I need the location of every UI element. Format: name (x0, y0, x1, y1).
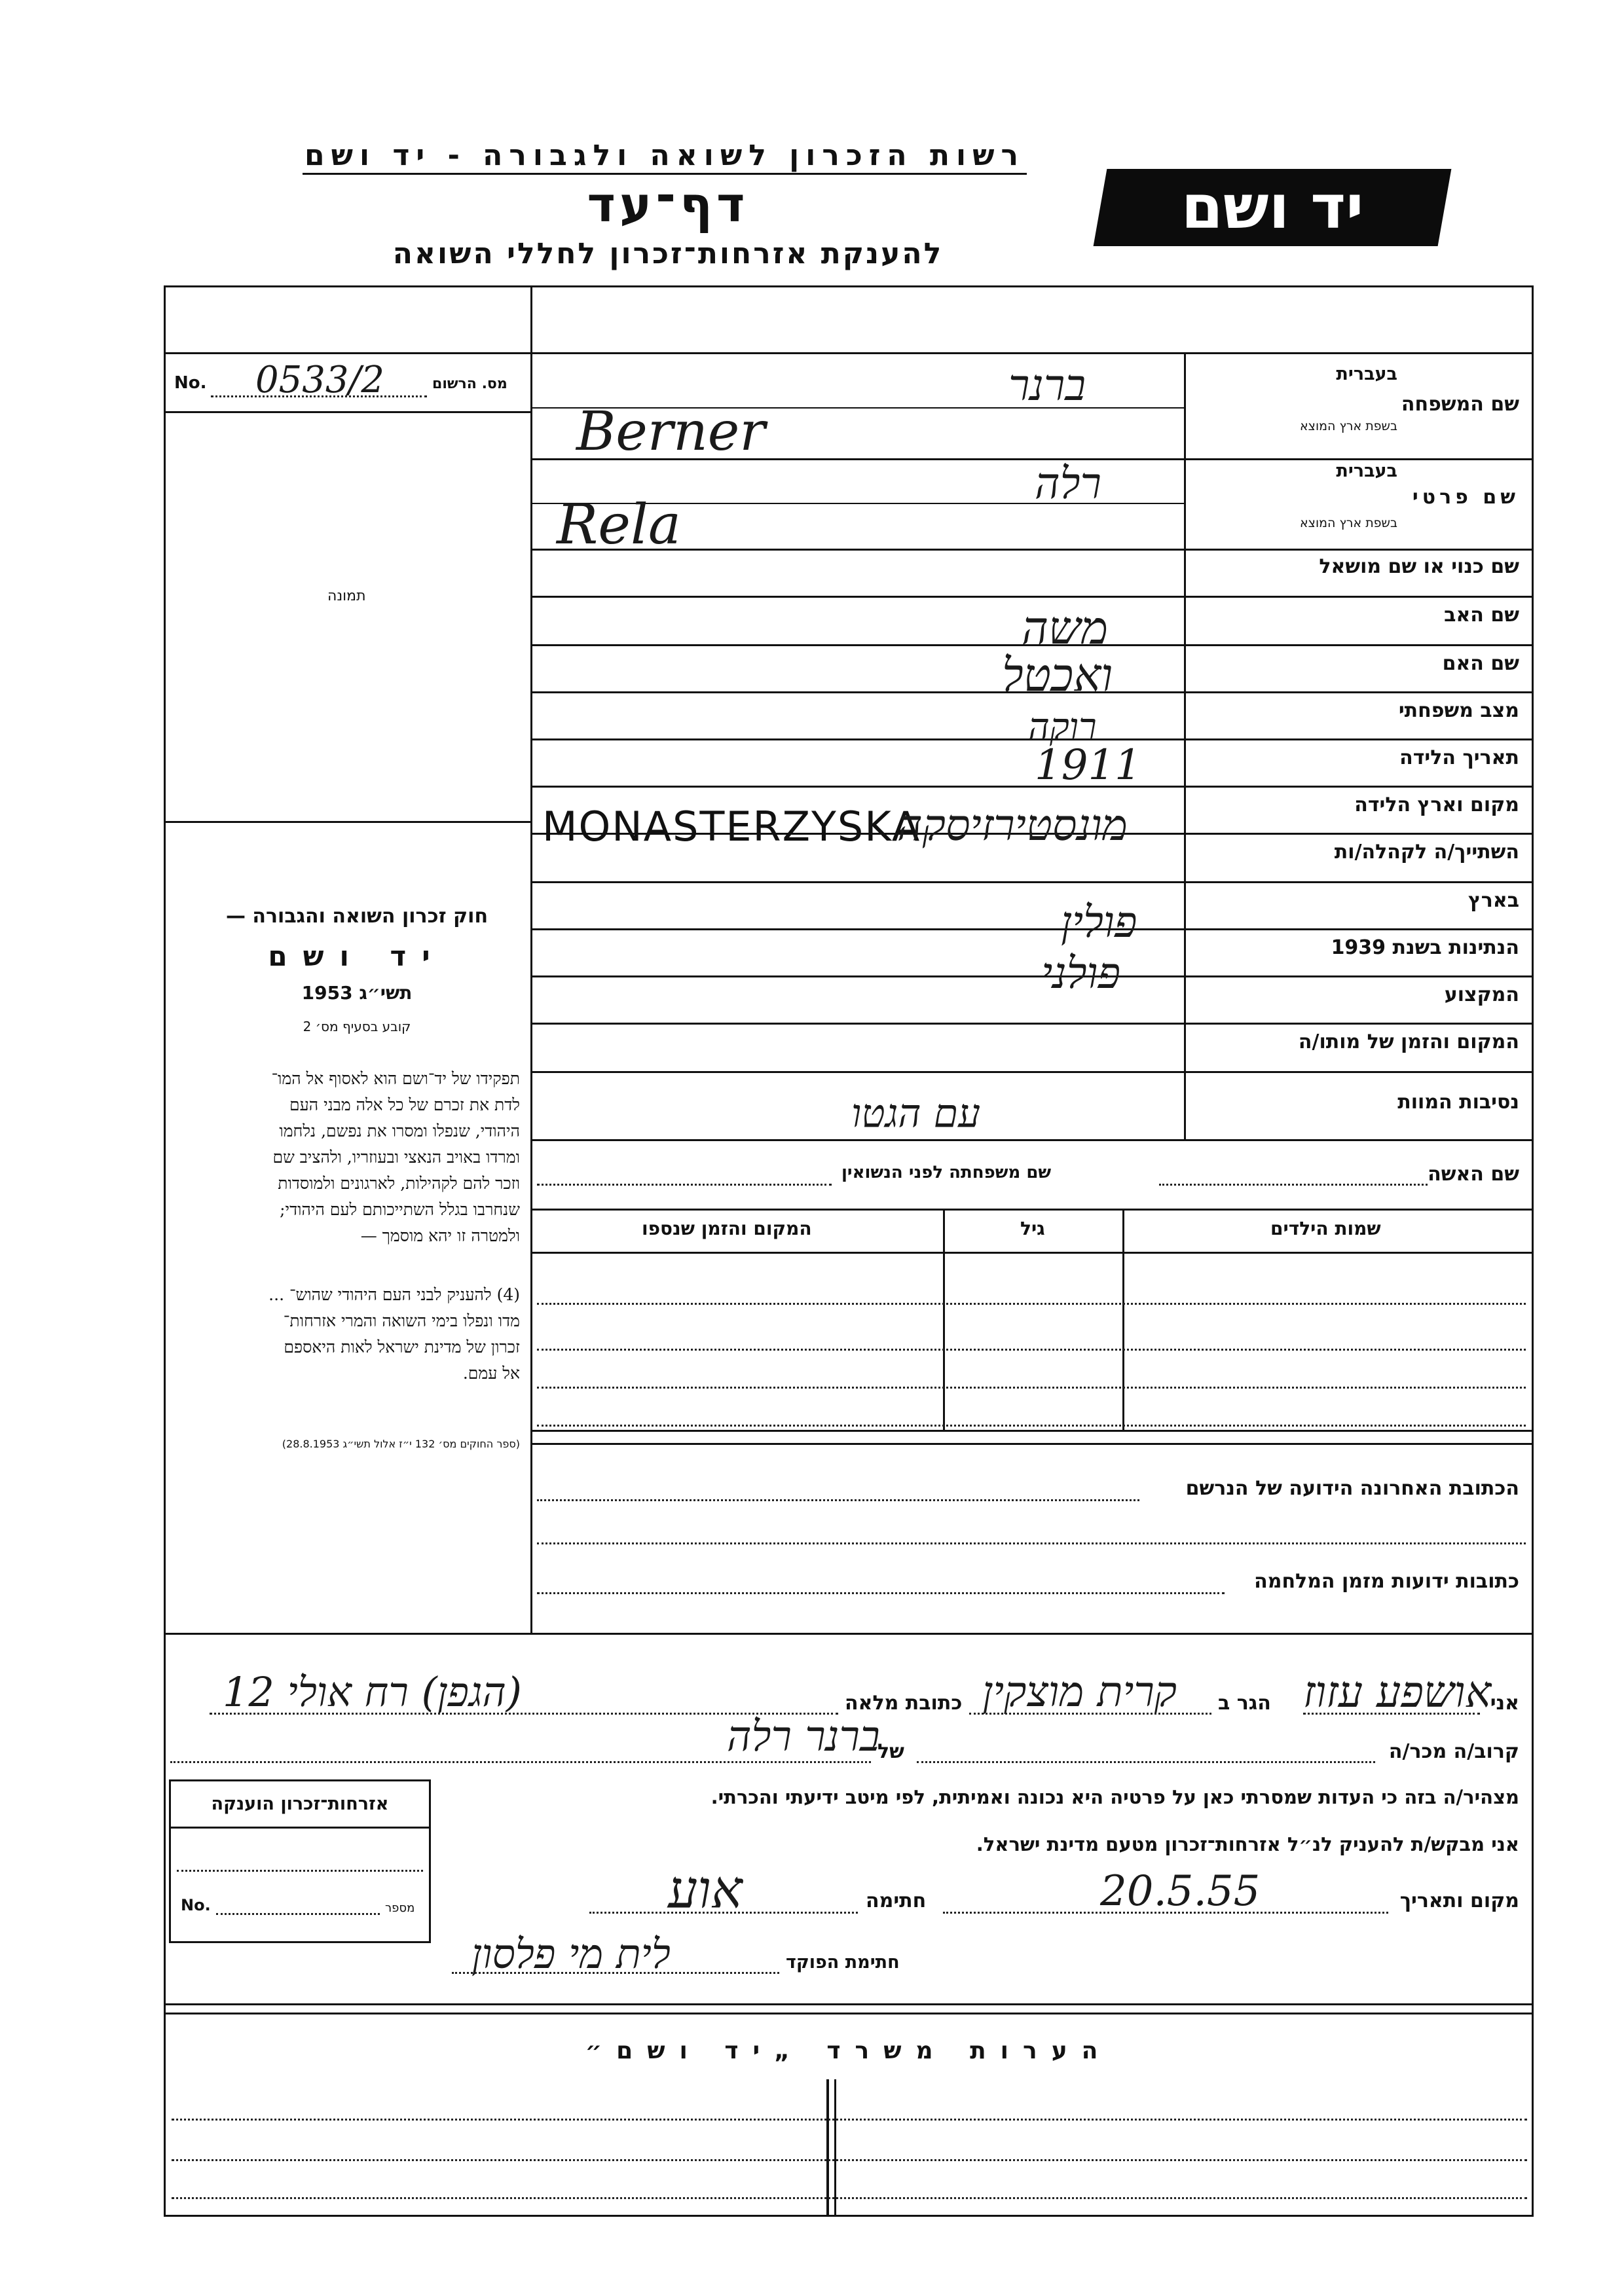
first-name-label: שם פרטי (1412, 486, 1519, 509)
marital-label: מצב משפחתי (1398, 699, 1519, 722)
org-line-underline (303, 173, 1027, 175)
resides-value: קרית מוצקין (982, 1668, 1177, 1717)
birthdate-value: 1911 (1035, 741, 1141, 790)
death-circ-label: נסיבות המוות (1397, 1091, 1519, 1114)
marital-value: רוקה (1028, 706, 1097, 748)
photo-label: תמונה (327, 588, 366, 604)
declarant-name: אושפע עזוז (1303, 1667, 1492, 1717)
country-label: בארץ (1467, 889, 1519, 912)
officer-signature: לית מי פלסון (471, 1930, 671, 1978)
father-value: משה (1022, 601, 1109, 655)
birthdate-label: תאריך הלידה (1399, 746, 1519, 769)
family-name-label: שם המשפחה (1401, 393, 1519, 416)
last-address-label: הכתובת האחרונה הידועה של הנרשם (1185, 1477, 1519, 1500)
nationality-label: הנתינות בשנת 1939 (1331, 936, 1519, 959)
signature-value: אוע (668, 1859, 743, 1920)
law-clause: קובע בסעיף מס׳ 2 (303, 1019, 411, 1034)
family-name-heb: ברנר (1008, 360, 1086, 410)
law-year: תשי״ג 1953 (301, 982, 413, 1004)
relative-label: קרוב/ה מכר/ה (1388, 1740, 1519, 1763)
birthplace-label: מקום וארץ הלידה (1354, 793, 1519, 816)
reg-no-label: No. (174, 373, 207, 393)
nationality-value: פולני (1041, 948, 1121, 998)
law-name: יד ושם (268, 940, 446, 972)
citizenship-no-label: No. (181, 1896, 211, 1914)
mother-label: שם האם (1442, 652, 1519, 675)
officer-label: חתימת הפוקד (786, 1952, 900, 1973)
of-value: ברנר רלה (727, 1713, 880, 1761)
children-names-header: שמות הילדים (1270, 1218, 1381, 1239)
first-name-origin: Rela (557, 492, 681, 556)
family-heb-label: בעברית (1336, 364, 1397, 384)
address-value: (הגפן) רח אולי 12 (223, 1668, 522, 1716)
citizenship-num-label: מספר (385, 1901, 415, 1915)
birthplace-value: מונסטירזיסקה (897, 800, 1128, 850)
of-label: של (877, 1740, 904, 1763)
community-label: השתייך/ה לקהלה/ות (1334, 841, 1519, 864)
death-circ-value: עם הגטו (851, 1091, 981, 1137)
first-name-heb: רלה (1035, 458, 1101, 509)
mother-value: ואכטל (1002, 648, 1113, 702)
logo (1094, 169, 1452, 246)
nickname-label: שם כנוי או שם מושאל (1319, 555, 1519, 578)
birthplace-latin: MONASTERZYSKA (542, 803, 921, 850)
law-title: חוק זכרון השואה והגבורה — (225, 905, 489, 928)
signature-label: חתימה (866, 1889, 927, 1912)
i-label: אני (1490, 1692, 1519, 1715)
law-paragraph-2: (4) להעניק לבני העם היהודי שהוש־ ... מדו ונפלו בימי השואה והמרי אזרחות־ זכרון של מדינת ישראל לאות היאספם אל עמם. (268, 1285, 520, 1383)
children-place-header: המקום והזמן שנספו (642, 1218, 812, 1239)
maiden-label: שם משפחתה לפני הנשואין (841, 1163, 1052, 1182)
children-age-header: גיל (1020, 1218, 1045, 1239)
war-address-label: כתובות ידועות מזמן המלחמה (1254, 1570, 1519, 1593)
country-value: פולין (1061, 897, 1137, 947)
page-title: דף־עד (587, 177, 749, 233)
statement-1: מצהיר/ה בזה כי העדות שמסרתי כאן על פרטיה היא נכונה ואמיתית, לפי מיטב ידיעתי והכרתי. (710, 1786, 1519, 1808)
law-source: (ספר החוקים מס׳ 132 י״ז אלול תשי״ג 28.8.1953) (282, 1438, 520, 1450)
father-label: שם האב (1444, 604, 1519, 627)
wife-label: שם האשה (1428, 1163, 1519, 1186)
profession-label: המקצוע (1444, 983, 1519, 1006)
address-label: כתובת מלאה (845, 1692, 963, 1715)
statement-2: אני מבקש/ת להעניק לנ״ל אזרחות־זכרון מטעם מדינת ישראל. (976, 1833, 1519, 1855)
place-date-label: מקום ותאריך (1399, 1889, 1519, 1912)
logo-text: יד ושם (1181, 172, 1364, 242)
law-paragraph-1: תפקידו של יד־ושם הוא לאסוף אל המו־ לדת את זכרם של כל אלה מבני העם היהודי, שנפלו ומסרו את נפשם, נלחמו ומרדו באויב הנאצי ובעוזריו, ולהציב שם וזכר להם לקהילות, לארגונים ולמוסדות שנחרבו בגלל השתייכותם לעם היהודי; ולמטרה זו יהא מוסמך — (271, 1069, 520, 1245)
office-remarks-title: הערות משרד „יד ושם״ (585, 2037, 1113, 2064)
resides-label: הגר ב (1218, 1692, 1271, 1715)
org-line: רשות הזכרון לשואה ולגבורה - יד ושם (304, 139, 1025, 172)
place-date-value: 20.5.55 (1100, 1867, 1261, 1916)
death-place-label: המקום והזמן של מותו/ה (1298, 1030, 1519, 1053)
page-subtitle: להענקת אזרחות־זכרון לחללי השואה (392, 237, 944, 270)
citizenship-box-title: אזרחות־זכרון הוענקה (211, 1794, 389, 1814)
first-heb-label: בעברית (1336, 461, 1397, 481)
family-name-origin: Berner (576, 401, 766, 463)
first-origin-label: בשפת ארץ המוצא (1299, 516, 1397, 530)
reg-label: מס. הרשום (432, 376, 507, 392)
reg-number: 0533/2 (255, 359, 385, 401)
family-origin-label: בשפת ארץ המוצא (1299, 419, 1397, 433)
